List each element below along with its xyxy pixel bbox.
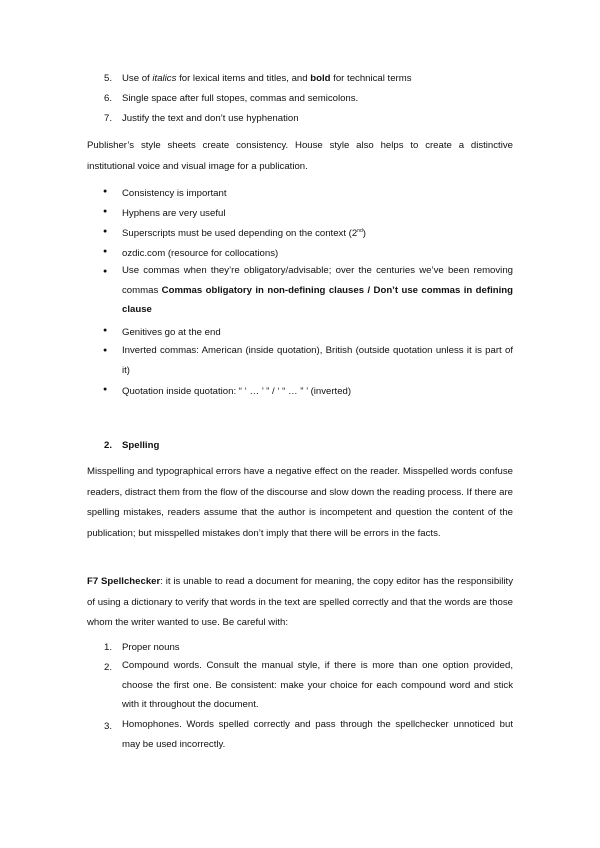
section-title: Spelling [122, 440, 160, 451]
bullet-icon: ● [103, 327, 108, 334]
bold-text: Commas obligatory in non-defining clauses / Don’t use commas in defining clause [122, 284, 513, 315]
bullet-icon: ● [103, 188, 108, 195]
paragraph-style-sheets: Publisher’s style sheets create consistency. House style also helps to create a distinctive institutional voice and visual image for a publication. [87, 140, 513, 172]
bullet-icon: ● [103, 208, 108, 215]
italic-text: italics [152, 73, 177, 84]
bullet-item [122, 228, 366, 239]
bullet-item-text: Superscripts must be used depending on the context (2 [122, 228, 358, 239]
list-number: 7. [104, 113, 113, 124]
section-number: 2. [104, 440, 113, 451]
bullet-item: ozdic.com (resource for collocations) [122, 248, 279, 259]
list-item-text: for lexical items and titles, and [176, 73, 311, 84]
list-number: 6. [104, 93, 113, 104]
paragraph-text: : it is unable to read a document for meaning, the copy editor has the responsibility of using a dictionary to verify that words in the text are spelled correctly and that the words are those whom the writer wanted to use. Be careful with: [87, 576, 514, 628]
bullet-item-text: ) [362, 228, 366, 239]
bullet-item-text: Use commas when they’re obligatory/advisable; over the centuries we’ve been removing commas [122, 265, 513, 296]
bullet-icon: ● [103, 268, 108, 275]
list-number: 3. [104, 721, 113, 732]
list-number: 1. [104, 642, 113, 653]
bullet-icon: ● [103, 347, 108, 354]
bullet-item: Genitives go at the end [122, 327, 221, 338]
list-item-text: for technical terms [330, 73, 412, 84]
bullet-icon: ● [103, 386, 108, 393]
bullet-item: Hyphens are very useful [122, 208, 226, 219]
paragraph-spellchecker [87, 572, 513, 634]
list-number: 5. [104, 73, 113, 84]
bullet-item-commas [122, 261, 513, 320]
list-item: Proper nouns [122, 642, 180, 653]
bullet-icon: ● [103, 228, 108, 235]
list-item-compound-words: Compound words. Consult the manual style, if there is more than one option provided, choose the first one. Be consistent: make your choice for each compound word and stick with it throughout the document. [122, 660, 513, 710]
list-item-text: Use of [122, 73, 153, 84]
list-number: 2. [104, 662, 113, 673]
bullet-item: Quotation inside quotation: “ ‘ … ’ ” / ‘ “ … ” ’ (inverted) [122, 386, 352, 397]
list-item: Single space after full stopes, commas and semicolons. [122, 93, 359, 104]
paragraph-spelling: Misspelling and typographical errors have a negative effect on the reader. Misspelled words confuse readers, distract them from the flow of the discourse and slow down the reading process. If there are spelling mistakes, readers assume that the author is incompetent and question the content of the publication; but misspelled mistakes don’t imply that there will be errors in the facts. [87, 466, 513, 539]
bullet-item-inverted-commas: Inverted commas: American (inside quotation), British (outside quotation unless it is part of it) [122, 345, 513, 376]
bullet-item: Consistency is important [122, 188, 227, 199]
superscript: nd [357, 227, 363, 234]
bold-text: F7 Spellchecker [87, 576, 161, 587]
bold-text: bold [310, 73, 331, 84]
list-item [122, 73, 412, 84]
bullet-icon: ● [103, 248, 108, 255]
list-item-homophones: Homophones. Words spelled correctly and pass through the spellchecker unnoticed but may be used incorrectly. [122, 719, 513, 750]
list-item: Justify the text and don’t use hyphenation [122, 113, 299, 124]
